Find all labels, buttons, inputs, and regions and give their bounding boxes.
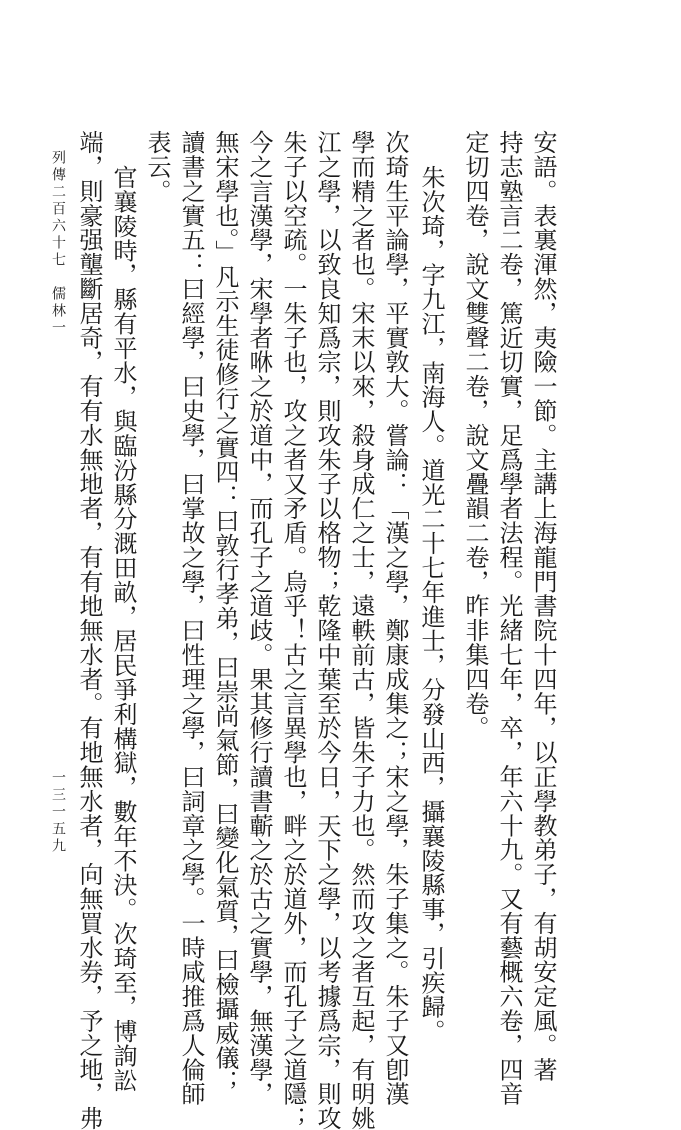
text-column-14: 端，則豪强壟斷居奇，有有水無地者，有有地無水者。有地無水者，向無買水券，予之地，弗 [75, 130, 103, 1130]
text-column-11: 讀書之實五：曰經學，曰史學，曰掌故之學，曰性理之學，曰詞章之學。一時咸推爲人倫師 [177, 130, 205, 1106]
text-column-1: 安語。表裏渾然，夷險一節。主講上海龍門書院十四年，以正學教弟子，有胡安定風。著 [529, 130, 557, 1082]
text-column-7: 江之學，以致良知爲宗，則攻朱子以格物；乾隆中葉至於今日，天下之學，以考據爲宗，則攻 [313, 130, 341, 1130]
text-column-12: 表云。 [143, 130, 171, 204]
text-column-4: 朱次琦，字九江，南海人。道光二十七年進士，分發山西，攝襄陵縣事，引疾歸。 [417, 165, 445, 1044]
page-number: 一三一五九 [50, 770, 66, 855]
text-column-9: 今之言漢學，宋學者咻之於道中，而孔子之道歧。果其修行讀書蘄之於古之實學，無漢學， [245, 130, 273, 1106]
text-column-8: 朱子以空疏。一朱子也，攻之者又矛盾。烏乎！古之言異學也，畔之於道外，而孔子之道隱； [279, 130, 307, 1130]
text-column-2: 持志塾言二卷，篤近切實，足爲學者法程。光緒七年，卒，年六十九。又有藝概六卷，四音 [495, 130, 523, 1106]
text-column-6: 學而精之者也。宋末以來，殺身成仁之士，遠軼前古，皆朱子力也。然而攻之者互起，有明姚 [347, 130, 375, 1130]
text-column-5: 次琦生平論學，平實敦大。嘗論：「漢之學，鄭康成集之；宋之學，朱子集之。朱子又卽漢 [381, 130, 409, 1106]
text-column-10: 無宋學也。」凡示生徒修行之實四：曰敦行孝弟，曰崇尚氣節，曰變化氣質，曰檢攝威儀； [211, 130, 239, 1094]
text-column-13: 官襄陵時，縣有平水，與臨汾縣分溉田畝，居民爭利構獄，數年不決。次琦至，博詢訟 [109, 165, 137, 1093]
text-column-3: 定切四卷，說文雙聲二卷，說文疊韻二卷，昨非集四卷。 [461, 130, 489, 740]
running-head: 列傳二百六十七 儒林一 [50, 150, 66, 337]
